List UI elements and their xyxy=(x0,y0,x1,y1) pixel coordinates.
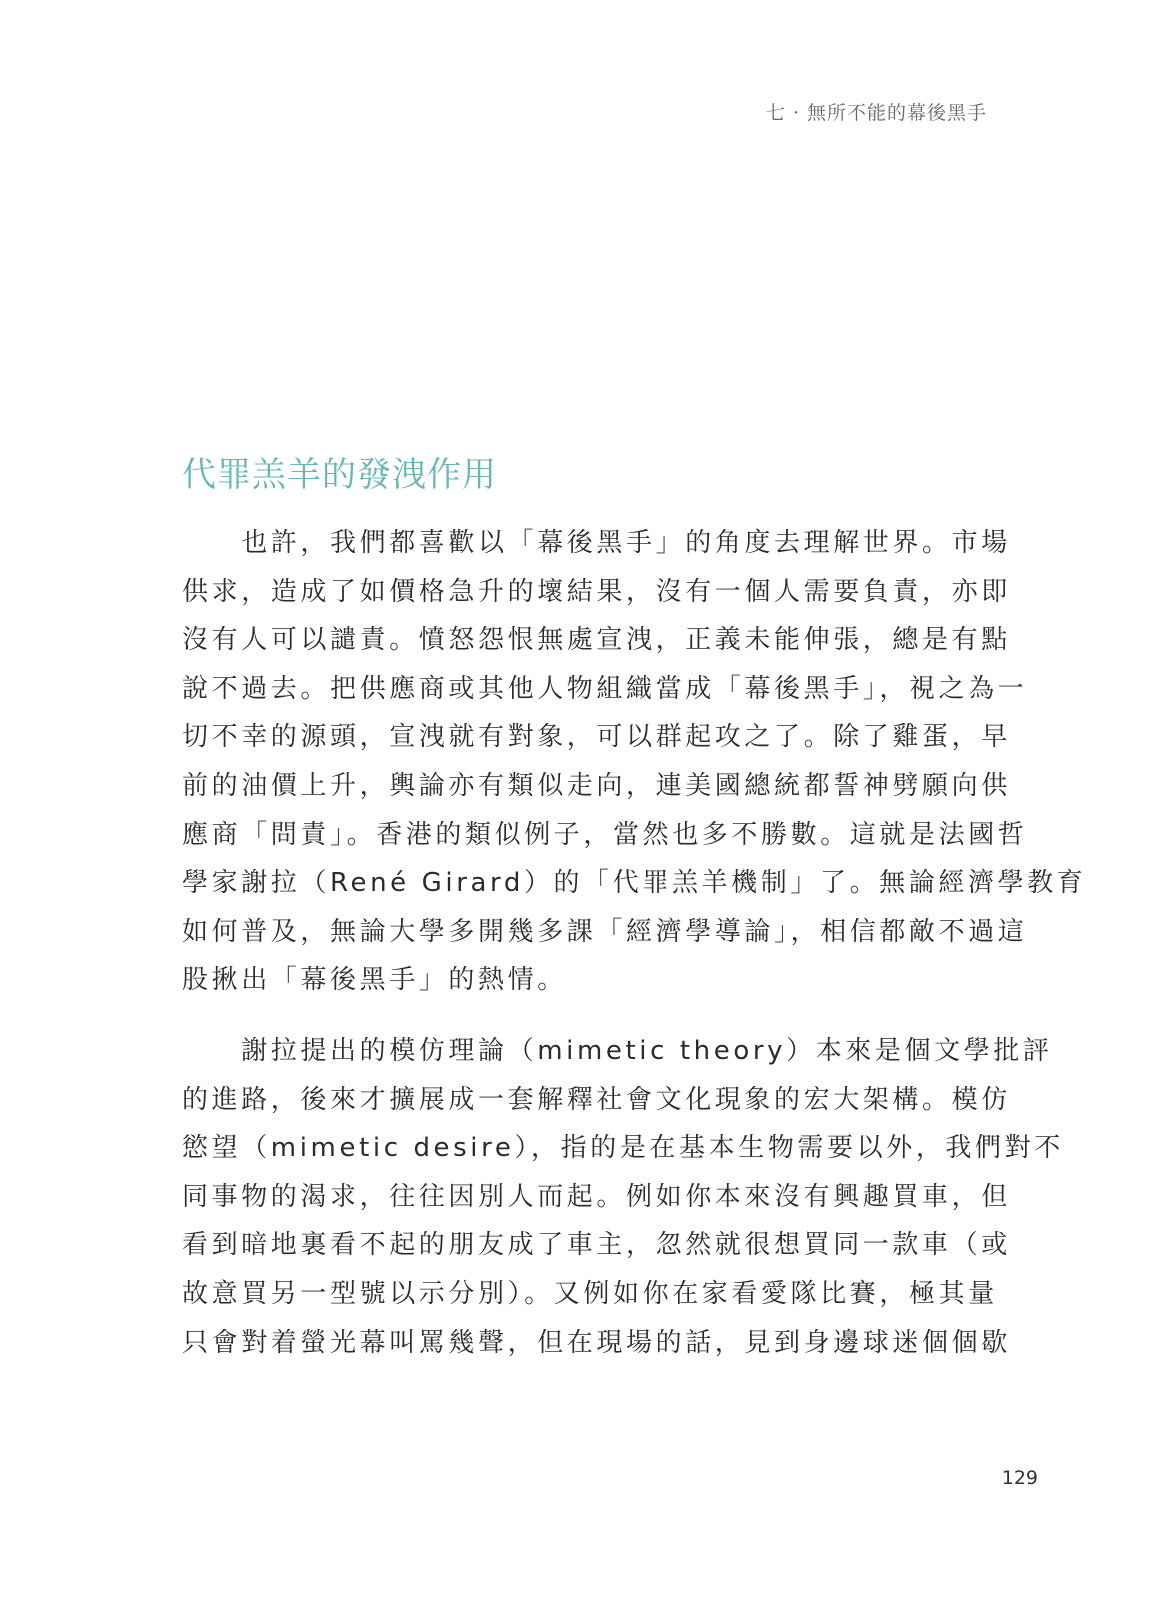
text-line: 前的油價上升，輿論亦有類似走向，連美國總統都誓神劈願向供 xyxy=(182,770,1011,801)
text-line: 只會對着螢光幕叫罵幾聲，但在現場的話，見到身邊球迷個個歇 xyxy=(182,1327,1011,1358)
section-title: 代罪羔羊的發洩作用 xyxy=(182,455,497,495)
text-line: 謝拉提出的模仿理論（mimetic theory）本來是個文學批評 xyxy=(182,1036,1053,1066)
text-line: 學家謝拉（René Girard）的「代罪羔羊機制」了。無論經濟學教育 xyxy=(182,868,1087,899)
text-line: 應商「問責」。香港的類似例子，當然也多不勝數。這就是法國哲 xyxy=(182,819,1028,850)
text-line: 沒有人可以譴責。憤怒怨恨無處宣洩，正義未能伸張，總是有點 xyxy=(182,625,1011,656)
text-line: 故意買另一型號以示分別）。又例如你在家看愛隊比賽，極其量 xyxy=(182,1278,998,1309)
page-number: 129 xyxy=(1001,1467,1038,1489)
paragraph-1 xyxy=(182,519,1087,1005)
text-line: 說不過去。把供應商或其他人物組織當成「幕後黑手」，視之為一 xyxy=(182,673,1028,704)
text-line: 也許，我們都喜歡以「幕後黑手」的角度去理解世界。市場 xyxy=(182,528,1011,558)
text-line: 同事物的渴求，往往因別人而起。例如你本來沒有興趣買車，但 xyxy=(182,1181,1011,1212)
running-header: 七 · 無所不能的幕後黑手 xyxy=(765,102,987,124)
text-line: 供求，造成了如價格急升的壞結果，沒有一個人需要負責，亦即 xyxy=(182,576,1011,607)
text-line: 看到暗地裏看不起的朋友成了車主，忽然就很想買同一款車（或 xyxy=(182,1230,1011,1261)
text-line: 切不幸的源頭，宣洩就有對象，可以群起攻之了。除了雞蛋，早 xyxy=(182,722,1011,753)
text-line: 股揪出「幕後黑手」的熱情。 xyxy=(182,965,567,996)
text-line: 如何普及，無論大學多開幾多課「經濟學導論」，相信都敵不過這 xyxy=(182,916,1028,947)
text-line: 的進路，後來才擴展成一套解釋社會文化現象的宏大架構。模仿 xyxy=(182,1084,1011,1115)
paragraph-2 xyxy=(182,1027,1064,1367)
text-line: 慾望（mimetic desire），指的是在基本生物需要以外，我們對不 xyxy=(182,1133,1064,1164)
